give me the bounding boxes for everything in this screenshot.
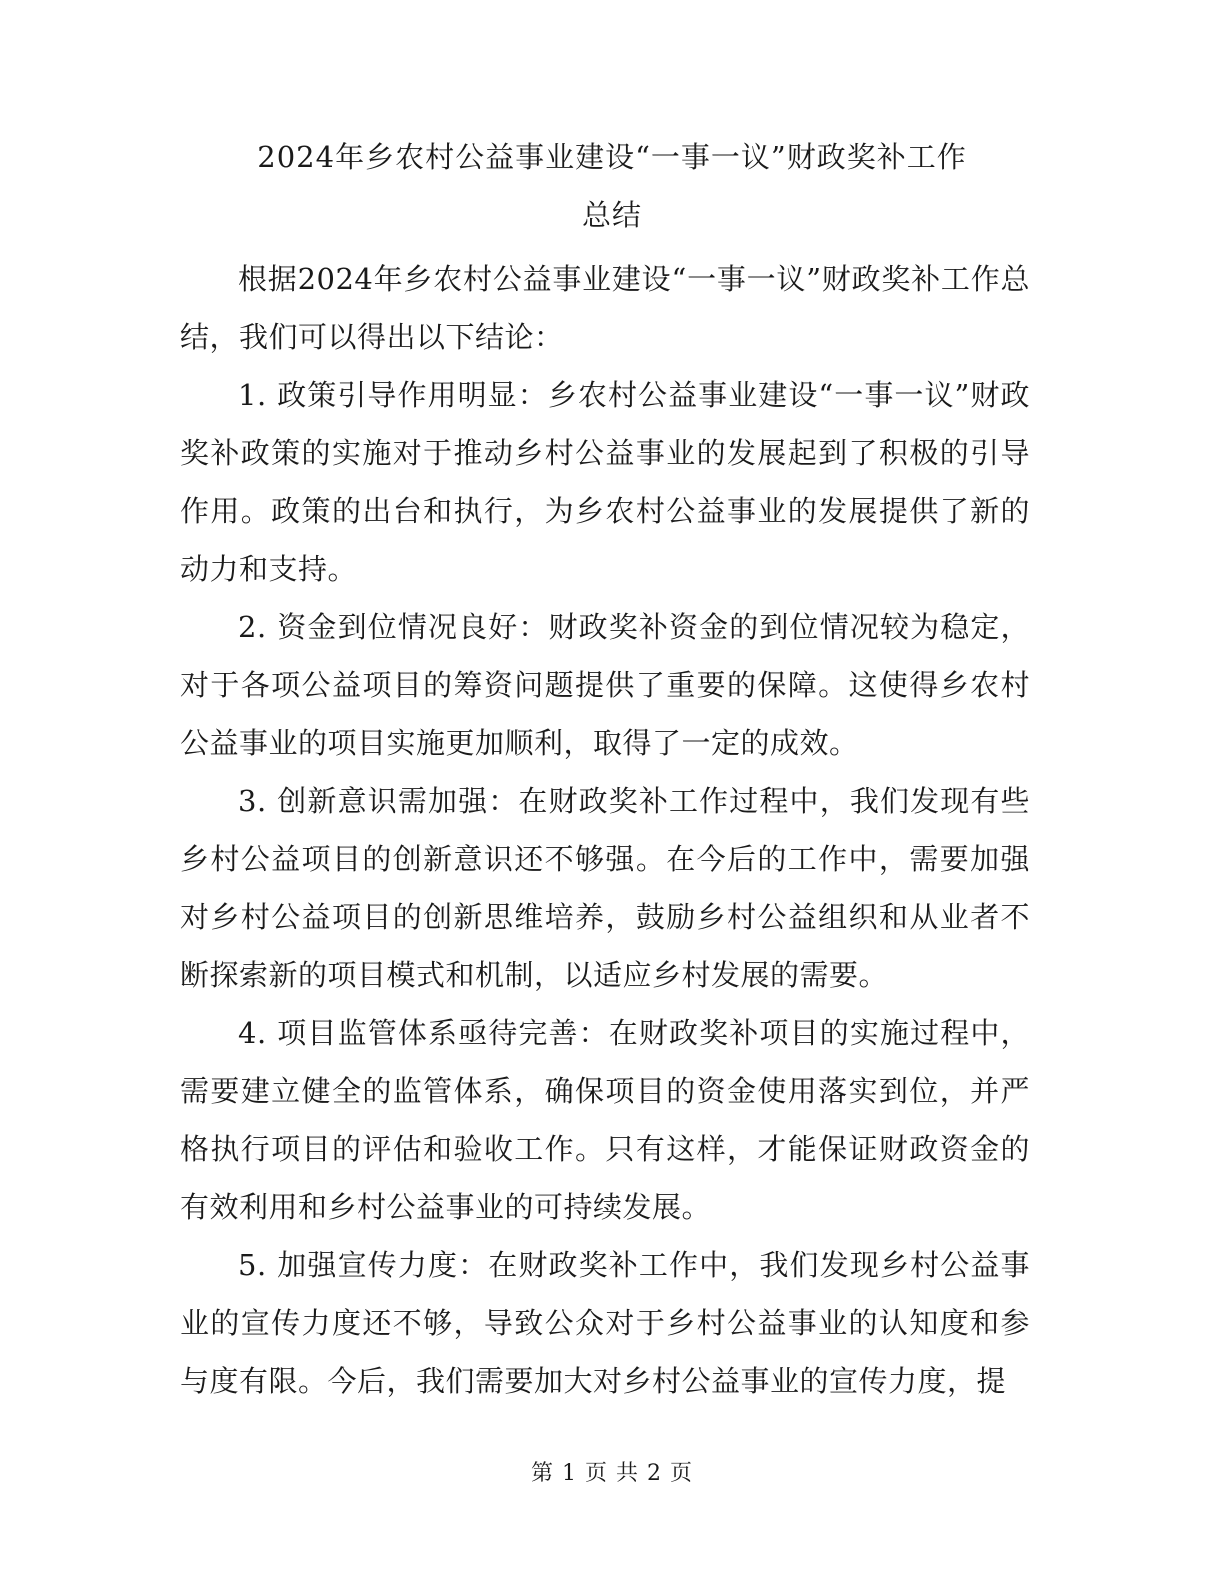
title-line-1: 2024年乡农村公益事业建设“一事一议”财政奖补工作: [257, 140, 967, 174]
item-text: 资金到位情况良好：财政奖补资金的到位情况较为稳定，对于各项公益项目的筹资问题提供了重要的保障。这使得乡农村公益事业的项目实施更加顺利，取得了一定的成效。: [180, 610, 1030, 760]
item-number: 4.: [238, 1016, 267, 1050]
list-item: [180, 1236, 1030, 1410]
document-title: [180, 128, 1044, 244]
item-text: 政策引导作用明显：乡农村公益事业建设“一事一议”财政奖补政策的实施对于推动乡村公益事业的发展起到了积极的引导作用。政策的出台和执行，为乡农村公益事业的发展提供了新的动力和支持。: [180, 378, 1030, 586]
list-item: [180, 366, 1030, 598]
page-number: 第 1 页 共 2 页: [531, 1461, 693, 1486]
item-number: 1.: [238, 378, 267, 412]
page-footer: [0, 1459, 1224, 1489]
item-number: 5.: [238, 1248, 267, 1282]
intro-paragraph: 根据2024年乡农村公益事业建设“一事一议”财政奖补工作总结，我们可以得出以下结论：: [180, 262, 1030, 354]
item-number: 2.: [238, 610, 267, 644]
item-number: 3.: [238, 784, 267, 818]
list-item: [180, 772, 1030, 1004]
list-item: [180, 1004, 1030, 1236]
title-line-2: 总结: [581, 198, 642, 232]
list-item: [180, 598, 1030, 772]
item-text: 创新意识需加强：在财政奖补工作过程中，我们发现有些乡村公益项目的创新意识还不够强。在今后的工作中，需要加强对乡村公益项目的创新思维培养，鼓励乡村公益组织和从业者不断探索新的项目模式和机制，以适应乡村发展的需要。: [180, 784, 1030, 992]
item-text: 项目监管体系亟待完善：在财政奖补项目的实施过程中，需要建立健全的监管体系，确保项目的资金使用落实到位，并严格执行项目的评估和验收工作。只有这样，才能保证财政资金的有效利用和乡村公益事业的可持续发展。: [180, 1016, 1030, 1224]
document-body: [180, 250, 1030, 1410]
item-text: 加强宣传力度：在财政奖补工作中，我们发现乡村公益事业的宣传力度还不够，导致公众对于乡村公益事业的认知度和参与度有限。今后，我们需要加大对乡村公益事业的宣传力度，提: [180, 1248, 1030, 1398]
